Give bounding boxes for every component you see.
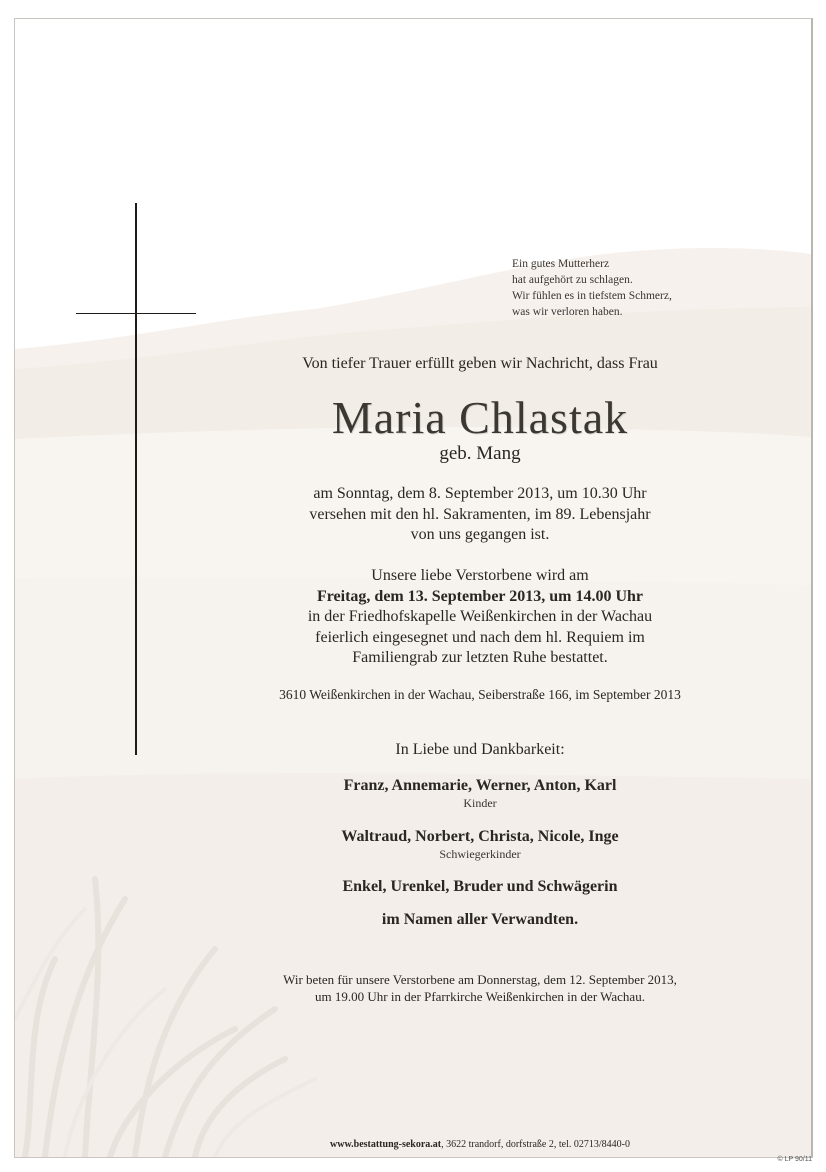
family-group-relatives [215,910,745,930]
deceased-name: Maria Chlastak [331,392,629,443]
footer-address: , 3622 trandorf, dorfstraße 2, tel. 02713/8440-0 [441,1139,630,1150]
death-line: von uns gegangen ist. [410,526,550,543]
family-role: Schwiegerkinder [439,847,521,861]
family-names: Franz, Annemarie, Werner, Anton, Karl [343,777,617,794]
family-names: Enkel, Urenkel, Bruder und Schwägerin [342,878,618,895]
death-notice [215,484,745,546]
address-line: 3610 Weißenkirchen in der Wachau, Seiberstraße 166, im September 2013 [279,687,681,702]
family-role: Kinder [463,796,497,810]
family-group-children [215,776,745,810]
poem [512,256,732,320]
funeral-date: Freitag, dem 13. September 2013, um 14.00 Uhr [316,587,644,605]
family-group-in-laws [215,827,745,861]
prayer-notice [215,971,745,1005]
family-group-grandchildren [215,877,745,897]
death-line: versehen mit den hl. Sakramenten, im 89. Lebensjahr [309,505,651,523]
funeral-line: Unsere liebe Verstorbene wird am [371,567,589,584]
footer-website[interactable]: www.bestattung-sekora.at [330,1139,442,1150]
prayer-line: um 19.00 Uhr in der Pfarrkirche Weißenkirchen in der Wachau. [315,989,645,1004]
poem-line: was wir verloren haben. [512,306,623,318]
prayer-line: Wir beten für unsere Verstorbene am Donnerstag, dem 12. September 2013, [283,972,677,987]
thanks-heading: In Liebe und Dankbarkeit: [395,741,565,758]
maiden-name: geb. Mang [439,443,521,464]
funeral-line: in der Friedhofskapelle Weißenkirchen in der Wachau [307,608,653,625]
poem-line: Ein gutes Mutterherz [512,258,610,270]
funeral-notice [215,566,745,669]
poem-line: hat aufgehört zu schlagen. [512,274,633,286]
death-line: am Sonntag, dem 8. September 2013, um 10.30 Uhr [313,485,647,502]
family-names: im Namen aller Verwandten. [381,911,579,928]
funeral-line: Familiengrab zur letzten Ruhe bestattet. [352,649,608,666]
footer-contact [215,1139,745,1150]
cross-vertical-bar [135,203,137,755]
poem-line: Wir fühlen es in tiefstem Schmerz, [512,290,672,302]
cross-horizontal-bar [76,313,196,314]
intro-text: Von tiefer Trauer erfüllt geben wir Nachricht, dass Frau [302,355,658,372]
funeral-line: feierlich eingesegnet und nach dem hl. Requiem im [315,628,645,646]
family-names: Waltraud, Norbert, Christa, Nicole, Inge [341,828,619,845]
obituary-page [14,18,813,1158]
print-code: © LP 90/11 [777,1156,812,1163]
